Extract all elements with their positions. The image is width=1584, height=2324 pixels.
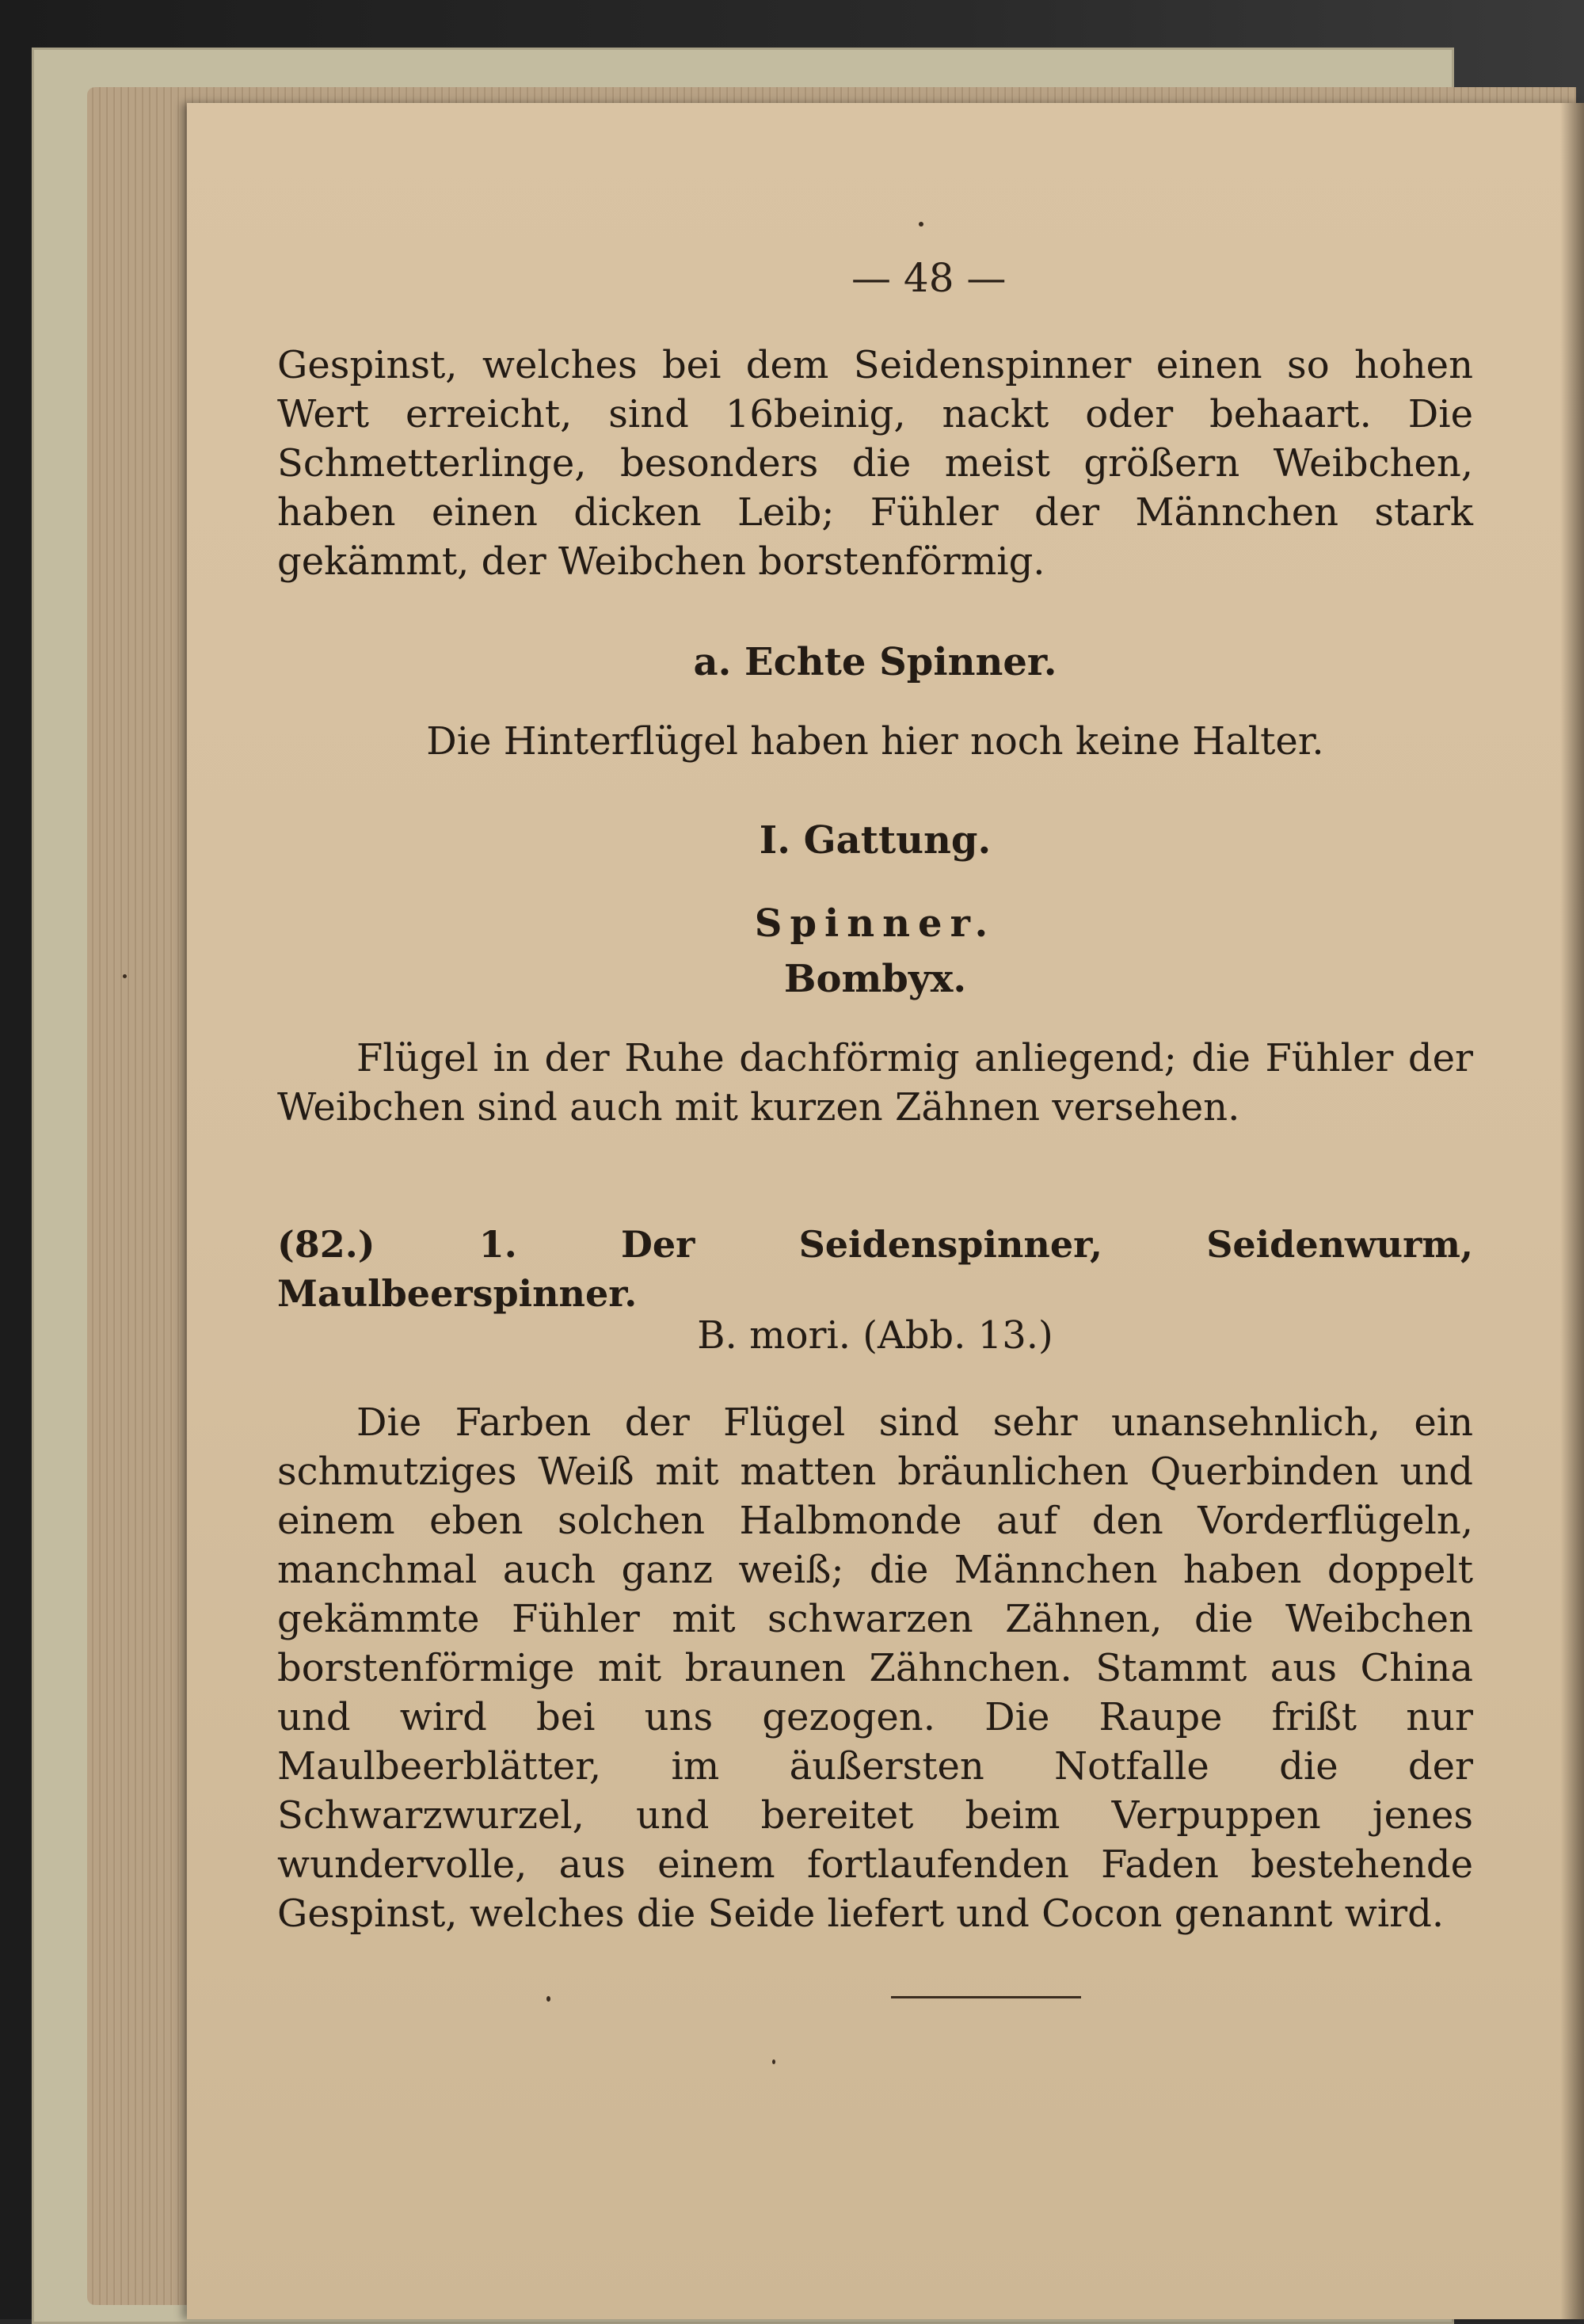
- species-description: Die Farben der Flügel sind sehr unansehnlich, ein schmutziges Weiß mit matten bräunlichen Querbinden und einem eben solchen Halbmonde auf den Vorderflügeln, manchmal auch ganz weiß; die Männchen haben doppelt gekämmte Fühler mit schwarzen Zähnen, die Weibchen borstenförmige mit braunen Zähnchen. Stammt aus China und wird bei uns gezogen. Die Raupe frißt nur Maulbeerblätter, im äußersten Notfalle die der Schwarzwurzel, und bereitet beim Verpuppen jenes wundervolle, aus einem fortlaufenden Faden bestehende Gespinst, welches die Seide liefert und Cocon genannt wird.: [277, 1400, 1473, 1936]
- genus-label: I. Gattung.: [759, 818, 992, 863]
- genus-name: Spinner.: [754, 901, 996, 946]
- species-heading: (82.) 1. Der Seidenspinner, Seidenwurm, Maulbeerspinner.: [277, 1223, 1473, 1315]
- page-number: — 48 —: [851, 255, 1007, 301]
- end-rule: [891, 1996, 1081, 1998]
- species-latin: B. mori. (Abb. 13.): [697, 1313, 1053, 1358]
- section-note: Die Hinterflügel haben hier noch keine Halter.: [426, 719, 1324, 764]
- top-paragraph: Gespinst, welches bei dem Seidenspinner einen so hohen Wert erreicht, sind 16beinig, nackt oder behaart. Die Schmetterlinge, besonders die meist größern Weibchen, haben einen dicken Leib; Fühler der Männchen stark gekämmt, der Weibchen borstenförmig.: [277, 343, 1473, 584]
- section-heading: a. Echte Spinner.: [693, 640, 1057, 684]
- genus-latin: Bombyx.: [783, 957, 967, 1001]
- genus-description: Flügel in der Ruhe dachförmig anliegend; die Fühler der Weibchen sind auch mit kurzen Zähnen versehen.: [277, 1036, 1473, 1130]
